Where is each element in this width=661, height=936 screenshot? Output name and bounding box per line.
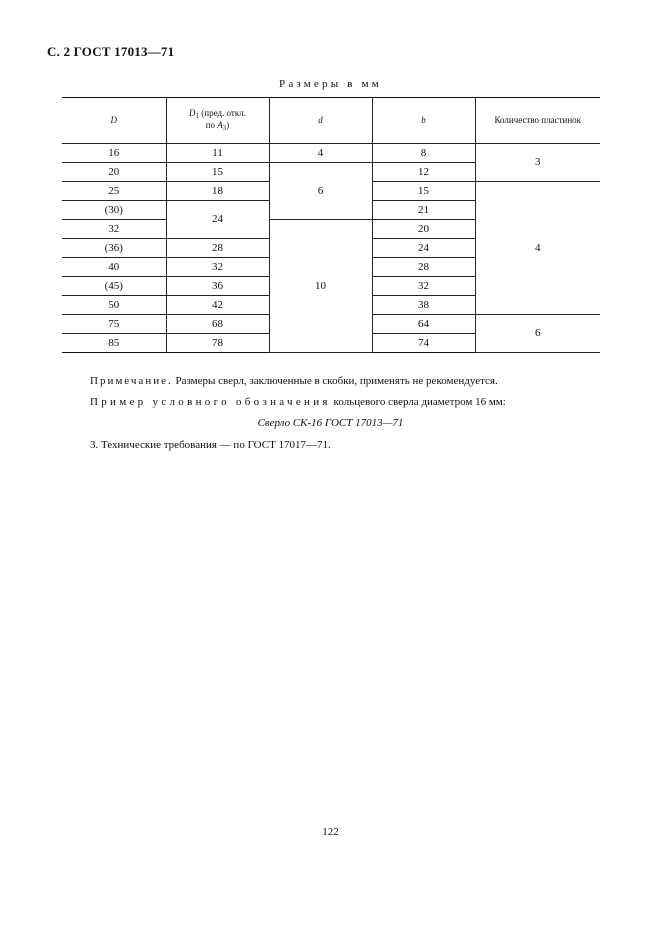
cell-d: 4 [269,144,372,163]
cell-D1: 68 [166,315,269,334]
designation-example [90,396,506,408]
cell-D1: 42 [166,296,269,315]
cell-b: 12 [372,163,475,182]
cell-b: 24 [372,239,475,258]
example-text: кольцевого сверла диаметром 16 мм: [330,396,506,408]
note-label: Примечание. [90,375,173,387]
page-number: 122 [322,826,339,838]
technical-requirements: 3. Технические требования — по ГОСТ 17017—71. [90,439,331,451]
cell-D1: 11 [166,144,269,163]
cell-b: 38 [372,296,475,315]
cell-D1: 15 [166,163,269,182]
cell-D1: 24 [166,201,269,239]
cell-D: 16 [62,144,166,163]
cell-d: 6 [269,163,372,220]
header-d: d [269,98,372,144]
cell-plates: 4 [475,182,600,315]
header-D1: $D_1$ (пред. откл. по $A_3$) [166,98,269,144]
cell-D: (30) [62,201,166,220]
table-row [62,144,600,163]
page-header: С. 2 ГОСТ 17013—71 [47,44,175,59]
cell-b: 64 [372,315,475,334]
cell-D: 85 [62,334,166,353]
cell-d: 10 [269,220,372,353]
cell-D1: 18 [166,182,269,201]
cell-D: 75 [62,315,166,334]
dimensions-table [62,97,600,353]
units-caption: Размеры в мм [279,78,382,90]
cell-b: 28 [372,258,475,277]
cell-D1: 36 [166,277,269,296]
cell-D: 25 [62,182,166,201]
cell-plates: 6 [475,315,600,353]
cell-b: 74 [372,334,475,353]
cell-D: 32 [62,220,166,239]
cell-D1: 28 [166,239,269,258]
header-b: b [372,98,475,144]
cell-b: 15 [372,182,475,201]
cell-b: 32 [372,277,475,296]
cell-b: 21 [372,201,475,220]
cell-b: 20 [372,220,475,239]
designation-code: Сверло СК-16 ГОСТ 17013—71 [257,417,404,429]
cell-D: (45) [62,277,166,296]
table-note [90,375,498,387]
table-header-row [62,98,600,144]
cell-D1: 32 [166,258,269,277]
cell-b: 8 [372,144,475,163]
cell-D: (36) [62,239,166,258]
cell-D: 20 [62,163,166,182]
header-D: D [62,98,166,144]
example-label: Пример условного обозначения [90,396,331,408]
cell-D: 50 [62,296,166,315]
cell-D: 40 [62,258,166,277]
cell-plates: 3 [475,144,600,182]
header-plates: Количество пластинок [475,98,600,144]
cell-D1: 78 [166,334,269,353]
note-text: Размеры сверл, заключенные в скобки, применять не рекомендуется. [172,375,498,387]
